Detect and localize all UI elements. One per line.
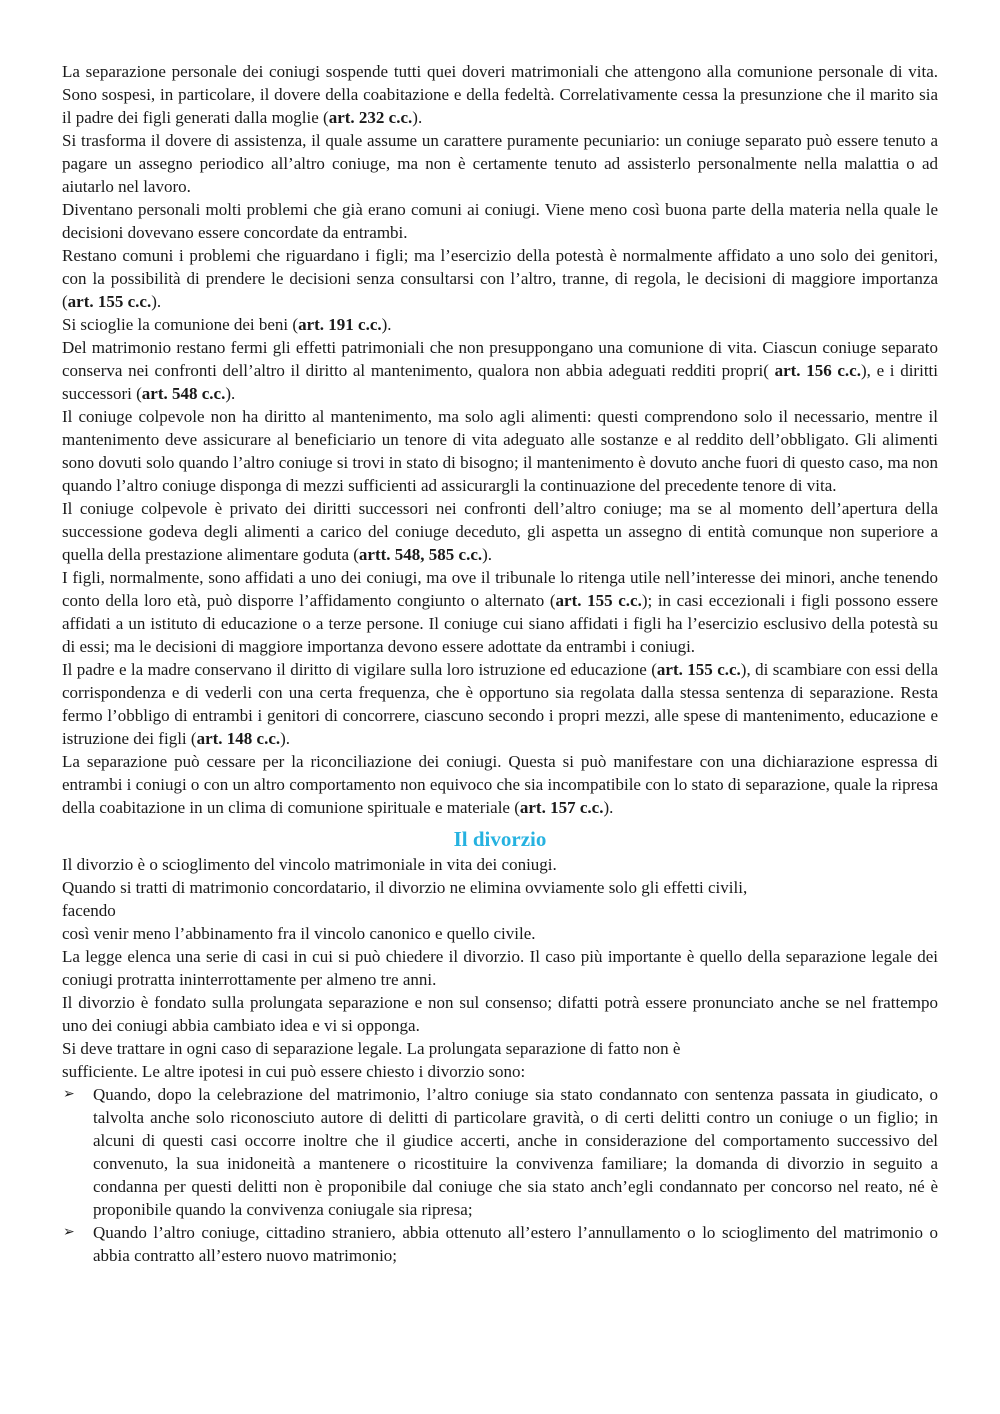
text-line: sufficiente. Le altre ipotesi in cui può essere chiesto i divorzio sono: [62,1062,526,1081]
paragraph: Il coniuge colpevole non ha diritto al mantenimento, ma solo agli alimenti: questi comprendono solo il necessario, mentre il mantenimento deve assicurare al beneficiario un tenore di vita adeguato alle sostanze e al reddito dell’obbligato. Gli alimenti sono dovuti solo quando l’altro coniuge si trovi in stato di bisogno; il mantenimento è dovuto anche fuori di questo caso, ma non quando l’altro coniuge disponga di mezzi sufficienti ad assicurargli la continuazione del precedente tenore di vita. [62,407,938,495]
paragraph: La separazione può cessare per la riconciliazione dei coniugi. Questa si può manifestare con una dichiarazione espressa di entrambi i coniugi o con un altro comportamento non equivoco che sia incompatibile con lo stato di separazione, quale la ripresa della coabitazione in un clima di comunione spirituale e materiale (art. 157 c.c.). [62,752,938,817]
text-line: Quando si tratti di matrimonio concordatario, il divorzio ne elimina ovviamente solo gli effetti civili, [62,878,748,897]
text-line: Il divorzio è o scioglimento del vincolo matrimoniale in vita dei coniugi. [62,855,557,874]
arrow-bullet-icon: ➢ [63,1086,75,1102]
paragraph: La separazione personale dei coniugi sospende tutti quei doveri matrimoniali che attengono alla comunione personale di vita. Sono sospesi, in particolare, il dovere della coabitazione e della fedeltà. Correlativamente cessa la presunzione che il marito sia il padre dei figli generati dalla moglie (art. 232 c.c.). [62,62,938,127]
paragraph: Diventano personali molti problemi che già erano comuni ai coniugi. Viene meno così buona parte della materia nella quale le decisioni dovevano essere concordate da entrambi. [62,200,938,242]
list-item-text: Quando l’altro coniuge, cittadino straniero, abbia ottenuto all’estero l’annullamento o lo scioglimento del matrimonio o abbia contratto all’estero nuovo matrimonio; [93,1223,938,1265]
text-line: Si deve trattare in ogni caso di separazione legale. La prolungata separazione di fatto non è [62,1039,681,1058]
paragraph: Il coniuge colpevole è privato dei diritti successori nei confronti dell’altro coniuge; ma se al momento dell’apertura della successione godeva degli alimenti a carico del coniuge deceduto, gli aspetta un assegno di entità comunque non superiore a quella della prestazione alimentare goduta (artt. 548, 585 c.c.). [62,499,938,564]
arrow-bullet-icon: ➢ [63,1224,75,1240]
bullet-list [62,1083,938,1267]
paragraph: Si scioglie la comunione dei beni (art. 191 c.c.). [62,315,392,334]
paragraph: I figli, normalmente, sono affidati a uno dei coniugi, ma ove il tribunale lo ritenga utile nell’interesse dei minori, anche tenendo conto della loro età, può disporre l’affidamento congiunto o alternato (art. 155 c.c.); in casi eccezionali i figli possono essere affidati a un istituto di educazione o a terze persone. Il coniuge cui siano affidati i figli ha l’esercizio esclusivo della potestà su di essi; ma le decisioni di maggiore importanza devono essere adottate da entrambi i coniugi. [62,568,938,656]
paragraph: Si trasforma il dovere di assistenza, il quale assume un carattere puramente pecuniario: un coniuge separato può essere tenuto a pagare un assegno periodico all’altro coniuge, ma non è certamente tenuto ad assisterlo personalmente nella malattia o ad aiutarlo nel lavoro. [62,131,938,196]
text-line: facendo [62,901,116,920]
divorzio-section [62,853,938,1267]
paragraph: Restano comuni i problemi che riguardano i figli; ma l’esercizio della potestà è normalmente affidato a uno solo dei genitori, con la possibilità di prendere le decisioni senza consultarsi con l’altro, tranne, di regola, le decisioni di maggiore importanza (art. 155 c.c.). [62,246,938,311]
paragraph: La legge elenca una serie di casi in cui si può chiedere il divorzio. Il caso più importante è quello della separazione legale dei coniugi protratta ininterrottamente per almeno tre anni. [62,947,938,989]
section-heading: Il divorzio [453,827,547,851]
separazione-section [62,60,938,819]
paragraph: Il divorzio è fondato sulla prolungata separazione e non sul consenso; difatti potrà essere pronunciato anche se nel frattempo uno dei coniugi abbia cambiato idea e vi si opponga. [62,993,938,1035]
list-item [62,1083,938,1221]
document-page [62,60,938,1267]
text-line: così venir meno l’abbinamento fra il vincolo canonico e quello civile. [62,924,536,943]
paragraph: Il padre e la madre conservano il diritto di vigilare sulla loro istruzione ed educazione (art. 155 c.c.), di scambiare con essi della corrispondenza e di vederli con una certa frequenza, che è opportuno sia regolata dalla stessa sentenza di separazione. Resta fermo l’obbligo di entrambi i genitori di concorrere, ciascuno secondo i propri mezzi, alle spese di mantenimento, educazione e istruzione dei figli (art. 148 c.c.). [62,660,938,748]
list-item-text: Quando, dopo la celebrazione del matrimonio, l’altro coniuge sia stato condannato con sentenza passata in giudicato, o talvolta anche solo riconosciuto autore di delitti di particolare gravità, o di certi delitti contro un coniuge o un figlio; in alcuni di questi casi occorre inoltre che il giudice accerti, anche in considerazione del comportamento successivo del convenuto, la sua inidoneità a mantenere o ricostituire la convivenza familiare; la domanda di divorzio in seguito a condanna per questi delitti non è proponibile dal coniuge che sia stato anch’egli condannato per concorso nel reato, né è proponibile quando la convivenza coniugale sia ripresa; [93,1085,938,1219]
paragraph: Del matrimonio restano fermi gli effetti patrimoniali che non presuppongano una comunione di vita. Ciascun coniuge separato conserva nei confronti dell’altro il diritto al mantenimento, qualora non abbia adeguati redditi propri( art. 156 c.c.), e i diritti successori (art. 548 c.c.). [62,338,938,403]
list-item [62,1221,938,1267]
